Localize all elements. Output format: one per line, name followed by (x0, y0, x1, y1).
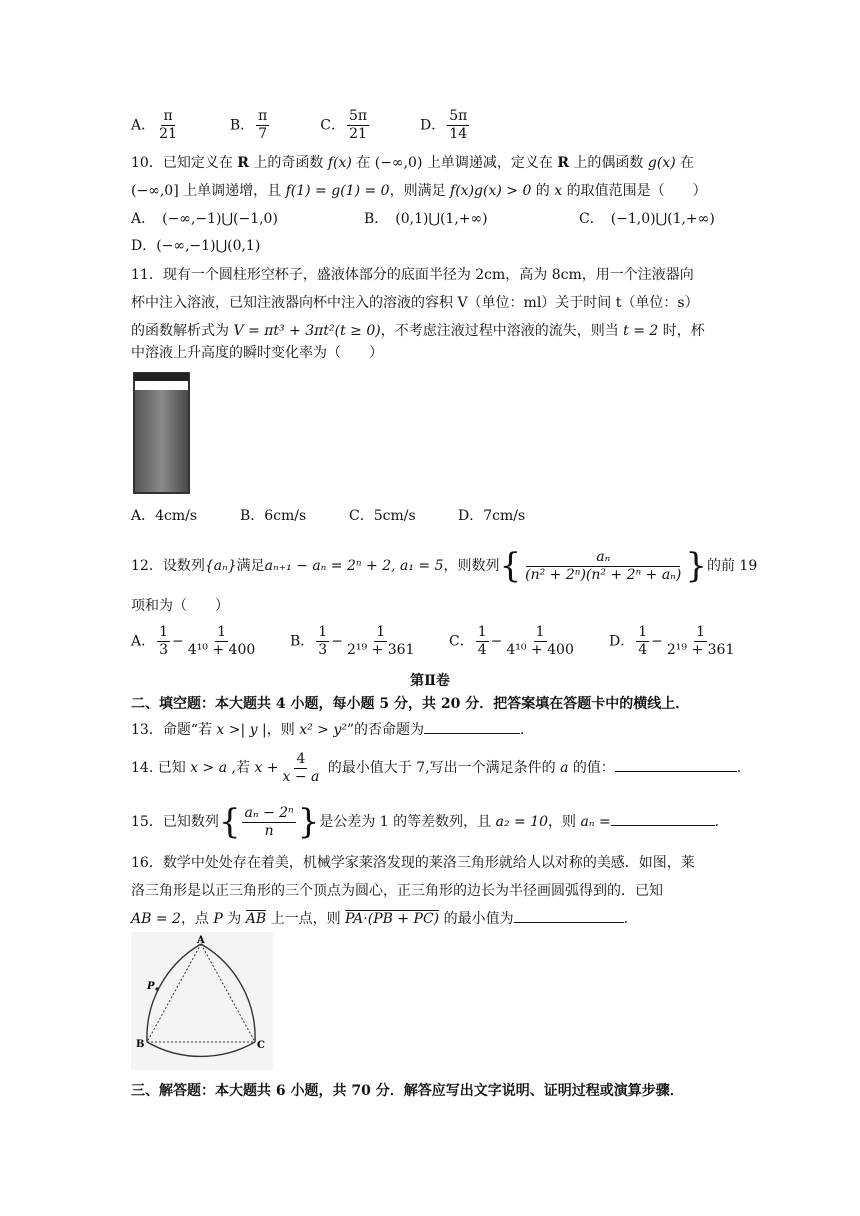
q9-option-b: B． (229, 117, 255, 134)
cup-liquid (135, 390, 188, 492)
q9-option-c-frac: $\frac{5\pi}{21}$ (348, 108, 368, 142)
q9-option-a-frac: $\frac{\pi}{21}$ (159, 108, 177, 142)
part2-title: 第Ⅱ卷 (410, 673, 450, 689)
q12-line1: 12．设数列{aₙ}满足aₙ₊₁ − aₙ = 2ⁿ + 2, a₁ = 5，则数列{ $\frac{\text{aₙ}}{\text{(n² + 2ⁿ)(n² + 2ⁿ + aₙ)}}$ }的前 19 (131, 546, 758, 586)
label-p: P (147, 981, 155, 992)
q12-line2: 项和为（ ） (131, 598, 229, 614)
q11-line4: 中溶液上升高度的瞬时变化率为（ ） (131, 345, 383, 361)
label-b: B (136, 1039, 145, 1050)
q14-line: 14. 已知 x > a ,若 x + $\frac{4}{x - a}$ 的最小值大于 7,写出一个满足条件的 a 的值： ． (131, 750, 751, 785)
label-c: C (257, 1040, 265, 1051)
q10-option-a: A． (−∞,−1)⋃(−1,0) (131, 211, 278, 227)
reuleaux-figure (131, 932, 273, 1070)
label-a: A (197, 935, 205, 946)
q9-options (131, 108, 471, 143)
q9-option-d-frac: $\frac{5\pi}{14}$ (449, 108, 468, 142)
q16-line2: 洛三角形是以正三角形的三个顶点为圆心，正三角形的边长为半径画圆弧得到的．已知 (131, 883, 663, 899)
q11-line3: 的函数解析式为 V = πt³ + 3πt²(t ≥ 0)，不考虑注液过程中溶液的流失，则当 t = 2 时，杯 (131, 323, 705, 339)
q11-line1: 11．现有一个圆柱形空杯子，盛液体部分的底面半径为 2cm，高为 8cm，用一个注液器向 (131, 267, 694, 283)
q15-answer-blank[interactable] (611, 811, 715, 826)
q11-option-d: D．7cm/s (458, 508, 526, 524)
q11-option-c: C．5cm/s (349, 508, 416, 524)
section3-heading: 三、解答题：本大题共 6 小题，共 70 分．解答应写出文字说明、证明过程或演算步骤． (131, 1083, 684, 1099)
q16-line3: AB = 2，点 P 为 AB 上一点，则 PA·(PB + PC) 的最小值为 ． (131, 908, 638, 929)
q12-option-c: C． $\frac{1}{4}$ − $\frac{1}{\text{4¹⁰ + 400}}$ (449, 624, 574, 658)
q13-line: 13．命题“若 x >| y |，则 x² > y²”的否命题为 ． (131, 719, 534, 740)
q16-line1: 16．数学中处处存在着美，机械学家莱洛发现的莱洛三角形就给人以对称的美感．如图，莱 (131, 855, 695, 871)
q10-line2: (−∞,0] 上单调递增，且 f(1) = g(1) = 0，则满足 f(x)g(x) > 0 的 x 的取值范围是（ ） (131, 183, 707, 199)
q10-option-c: C． (−1,0)⋃(1,+∞) (579, 211, 715, 227)
cup-figure (131, 370, 193, 498)
q10-line1: 10．已知定义在 R 上的奇函数 f(x) 在 (−∞,0) 上单调递减，定义在 R 上的偶函数 g(x) 在 (131, 155, 695, 171)
q12-sequence-frac: $\frac{\text{aₙ}}{\text{(n² + 2ⁿ)(n² + 2ⁿ + aₙ)}}$ (525, 548, 682, 583)
q13-answer-blank[interactable] (424, 719, 520, 734)
q9-option-c: C． (320, 117, 345, 134)
q12-option-d: D． $\frac{1}{4}$ − $\frac{1}{\text{2¹⁹ + 361}}$ (609, 624, 735, 658)
q12-option-b: B． $\frac{1}{3}$ − $\frac{1}{\text{2¹⁹ + 361}}$ (290, 624, 415, 658)
q14-answer-blank[interactable] (615, 757, 737, 772)
q9-option-d: D． (420, 117, 446, 134)
cup-rim (134, 373, 189, 381)
q9-option-b-frac: $\frac{\pi}{7}$ (258, 108, 268, 142)
q11-option-a: A．4cm/s (131, 508, 198, 524)
q9-option-a: A． (131, 117, 156, 134)
q11-option-b: B．6cm/s (240, 508, 307, 524)
q10-option-d: D．(−∞,−1)⋃(0,1) (131, 238, 261, 254)
point-p (155, 987, 158, 990)
section2-heading: 二、填空题：本大题共 4 小题，每小题 5 分，共 20 分．把答案填在答题卡中的横线上． (131, 696, 690, 712)
q12-option-a: A． $\frac{1}{3}$ − $\frac{1}{\text{4¹⁰ + 400}}$ (131, 624, 256, 658)
q10-option-b: B． (0,1)⋃(1,+∞) (364, 211, 488, 227)
q15-line: 15．已知数列{ $\frac{\text{aₙ − 2ⁿ}}{n}$ }是公差为 1 的等差数列，且 a₂ = 10，则 aₙ = ． (131, 802, 729, 842)
q16-answer-blank[interactable] (514, 908, 624, 923)
q11-line2: 杯中注入溶液，已知注液器向杯中注入的溶液的容积 V（单位：ml）关于时间 t（单位：s） (131, 295, 699, 311)
